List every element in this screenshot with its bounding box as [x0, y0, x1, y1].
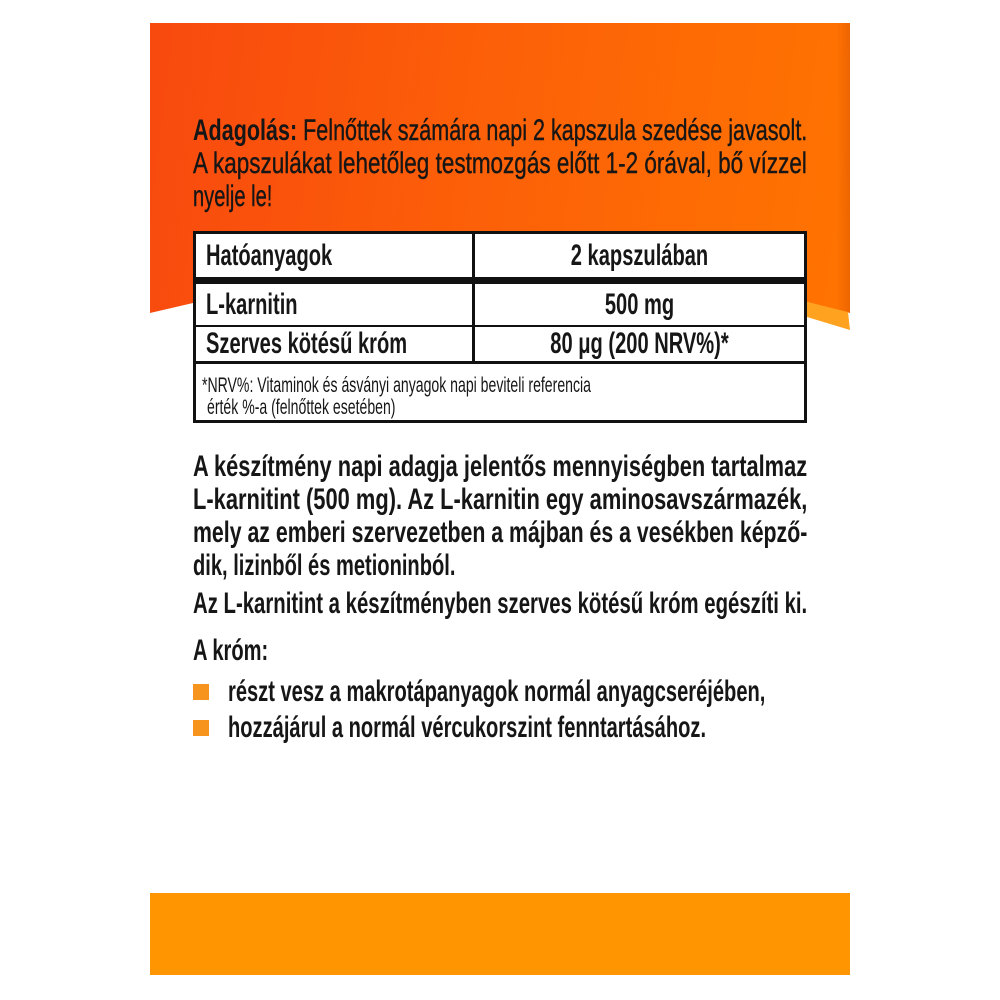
ingredient-amount-cell: 80 μg (200 NRV%)*	[550, 327, 729, 360]
ingredients-table	[193, 231, 807, 423]
ingredient-name-cell: Szerves kötésű króm	[196, 327, 475, 361]
bullet-square-icon	[193, 720, 209, 736]
ingredient-amount-cell: 500 mg	[604, 287, 675, 321]
list-item-text: hozzájárul a normál vércukorszint fenntartásához.	[228, 711, 707, 744]
supplement-sentence	[193, 587, 807, 620]
dosage-line-1-text: Felnőttek számára napi 2 kapszula szedése javasolt.	[297, 114, 808, 147]
description-line-2: L-karnitint (500 mg). Az L-karnitin egy aminosavszármazék,	[193, 483, 808, 516]
table-header-per-capsules: 2 kapszulában	[570, 238, 709, 272]
list-item-text: részt vesz a makrotápanyagok normál anyagcseréjében,	[228, 675, 766, 708]
list-item	[193, 675, 843, 708]
bottom-bar	[150, 893, 850, 975]
description-line-4: dik, lizinből és metioninból.	[193, 549, 456, 582]
footnote-line-2: érték %-a (felnőttek esetében)	[207, 396, 396, 419]
table-header-ingredients: Hatóanyagok	[196, 234, 475, 277]
list-item	[193, 711, 843, 744]
table-row	[196, 327, 804, 364]
table-row	[196, 284, 804, 327]
ingredient-name-cell: L-karnitin	[196, 284, 475, 325]
dosage-line-1	[193, 114, 808, 147]
dosage-line-2: A kapszulákat lehetőleg testmozgás előtt 1-2 órával, bő vízzel	[193, 147, 807, 180]
description-line-3: mely az emberi szervezetben a májban és a vesékben képző-	[193, 516, 808, 549]
bullet-square-icon	[193, 684, 209, 700]
description-paragraph	[193, 450, 807, 582]
dosage-label: Adagolás:	[193, 114, 298, 147]
chrome-heading: A króm:	[193, 634, 269, 667]
dosage-line-3: nyelje le!	[193, 180, 273, 213]
table-footnote	[196, 364, 804, 420]
footnote-line-1: *NRV%: Vitaminok és ásványi anyagok napi beviteli referencia	[202, 374, 591, 397]
supplement-sentence-line: Az L-karnitint a készítményben szerves kötésű króm egészíti ki.	[193, 587, 808, 620]
table-header-row	[196, 234, 804, 284]
description-line-1: A készítmény napi adagja jelentős mennyiségben tartalmaz	[193, 450, 808, 483]
dosage-paragraph	[193, 114, 807, 213]
